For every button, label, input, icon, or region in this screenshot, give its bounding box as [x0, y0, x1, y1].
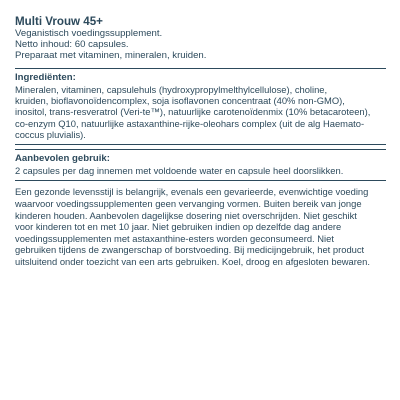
ingredients-line: inositol, trans-resveratrol (Veri-te™), natuurlijke carotenoïdenmix (10% betacaroteen),: [15, 106, 371, 118]
divider: [15, 68, 386, 69]
warning-line: uitsluitend onder toezicht van een arts gebruiken. Koel, droog en afgesloten bewaren.: [15, 255, 370, 267]
intro-line: Veganistisch voedingssupplement.: [15, 28, 163, 39]
product-intro: [15, 28, 386, 62]
warning-line: voedingssupplementen met astaxanthine-esters worden geconsumeerd. Niet: [15, 232, 334, 244]
ingredients-list: [15, 84, 386, 140]
product-title: Multi Vrouw 45+: [15, 15, 103, 28]
ingredients-line: kruiden, bioflavonoïdencomplex, soja isoflavonen concentraat (40% non-GMO),: [15, 94, 345, 106]
warning-line: waarvoor voedingssupplementen geen vervanging vormen. Buiten bereik van jonge: [15, 197, 362, 209]
warning-line: kinderen houden. Aanbevolen dagelijkse dosering niet overschrijden. Niet geschikt: [15, 209, 357, 221]
warning-text: [15, 186, 386, 267]
usage-text: 2 capsules per dag innemen met voldoende water en capsule heel doorslikken.: [15, 165, 344, 177]
ingredients-heading: Ingrediënten:: [15, 71, 76, 83]
usage-heading: Aanbevolen gebruik:: [15, 153, 110, 165]
intro-line: Preparaat met vitaminen, mineralen, kruiden.: [15, 50, 207, 62]
ingredients-line: Mineralen, vitaminen, capsulehuls (hydroxypropylmelthylcellulose), choline,: [15, 83, 328, 95]
warning-line: voor kinderen tot en met 10 jaar. Niet gebruiken indien op dezelfde dag andere: [15, 221, 342, 233]
intro-line: Netto inhoud: 60 capsules.: [15, 39, 129, 51]
ingredients-line: coccus pluvialis).: [15, 128, 86, 140]
warning-line: Een gezonde levensstijl is belangrijk, evenals een gevarieerde, evenwichtige voeding: [15, 186, 369, 198]
ingredients-line: co-enzym Q10, natuurlijke astaxanthine-rijke-oleohars complex (uit de alg Haemato-: [15, 117, 365, 129]
warning-line: gebruiken tijdens de zwangerschap of borstvoeding. Bij medicijngebruik, het product: [15, 244, 365, 256]
divider: [15, 144, 386, 145]
divider: [15, 180, 386, 181]
divider: [15, 149, 386, 150]
